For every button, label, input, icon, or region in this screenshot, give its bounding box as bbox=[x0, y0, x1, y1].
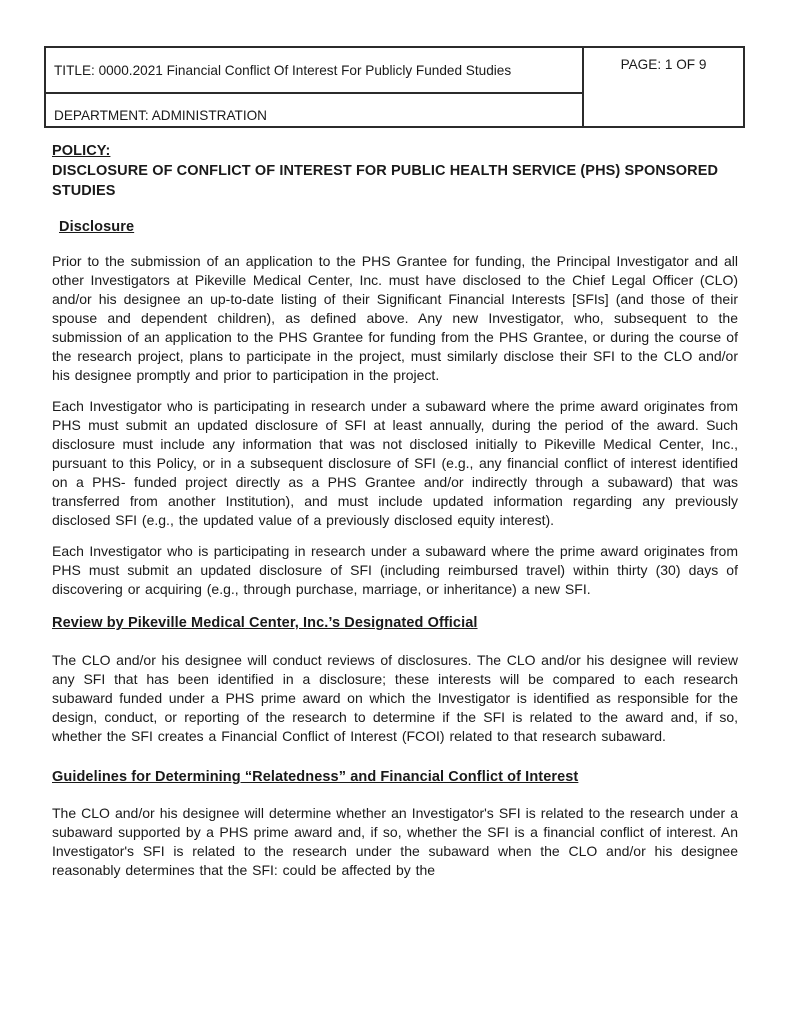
doc-title: TITLE: 0000.2021 Financial Conflict Of Interest For Publicly Funded Studies bbox=[54, 62, 512, 78]
doc-title-cell bbox=[46, 48, 582, 94]
paragraph: Each Investigator who is participating in research under a subaward where the prime award originates from PHS must submit an updated disclosure of SFI (including reimbursed travel) within thirty (30) days of discovering or acquiring (e.g., through purchase, marriage, or inheritance) a new SFI. bbox=[52, 543, 738, 597]
policy-heading-block bbox=[52, 141, 738, 201]
section-review bbox=[52, 613, 738, 746]
header-table bbox=[44, 46, 745, 128]
policy-label: POLICY: bbox=[52, 143, 111, 159]
doc-page-number: PAGE: 1 OF 9 bbox=[620, 57, 707, 72]
doc-page-cell bbox=[584, 48, 743, 126]
paragraph: Prior to the submission of an application to the PHS Grantee for funding, the Principal Investigator and all other Investigators at Pikeville Medical Center, Inc. must have disclosed to the Chief Legal Officer (CLO) and/or his designee an up-to-date listing of their Significant Financial Interests [SFIs] (and those of their spouse and dependent children), as defined above. Any new Investigator, who, subsequent to the submission of an application to the PHS Grantee for funding from the PHS Grantee, or during the course of the research project, plans to participate in the project, must similarly disclose their SFI to the CLO and/or his designee promptly and prior to participation in the project. bbox=[52, 253, 738, 383]
section-guidelines bbox=[52, 767, 738, 880]
doc-department: DEPARTMENT: ADMINISTRATION bbox=[54, 108, 267, 123]
doc-department-cell bbox=[46, 94, 582, 126]
paragraph: The CLO and/or his designee will determine whether an Investigator's SFI is related to the research under a subaward supported by a PHS prime award and, if so, whether the SFI is a financial conflict of interest. An Investigator's SFI is related to the research under the subaward when the CLO and/or his designee reasonably determines that the SFI: could be affected by the bbox=[52, 805, 738, 878]
section-heading-disclosure: Disclosure bbox=[59, 219, 135, 235]
section-heading-guidelines: Guidelines for Determining “Relatedness” and Financial Conflict of Interest bbox=[52, 769, 579, 785]
policy-title: DISCLOSURE OF CONFLICT OF INTEREST FOR PUBLIC HEALTH SERVICE (PHS) SPONSORED STUDIES bbox=[52, 163, 719, 199]
section-disclosure bbox=[52, 217, 738, 599]
paragraph: Each Investigator who is participating in research under a subaward where the prime award originates from PHS must submit an updated disclosure of SFI at least annually, during the period of the award. Such disclosure must include any information that was not disclosed initially to Pikeville Medical Center, Inc., pursuant to this Policy, or in a subsequent disclosure of SFI (e.g., any financial conflict of interest identified on a PHS- funded project directly as a PHS Grantee and/or indirectly through a subaward) that was transferred from another Institution), and must include updated information regarding any previously disclosed SFI (e.g., the updated value of a previously disclosed equity interest). bbox=[52, 398, 738, 528]
header-table-left-column bbox=[46, 48, 584, 126]
paragraph: The CLO and/or his designee will conduct reviews of disclosures. The CLO and/or his designee will review any SFI that has been identified in a disclosure; these interests will be compared to each research subaward funded under a PHS prime award on which the Investigator is identified as responsible for the design, conduct, or reporting of the research to determine if the SFI is related to the award and, if so, whether the SFI creates a Financial Conflict of Interest (FCOI) related to that research subaward. bbox=[52, 652, 738, 744]
section-heading-review: Review by Pikeville Medical Center, Inc.’s Designated Official bbox=[52, 615, 478, 631]
